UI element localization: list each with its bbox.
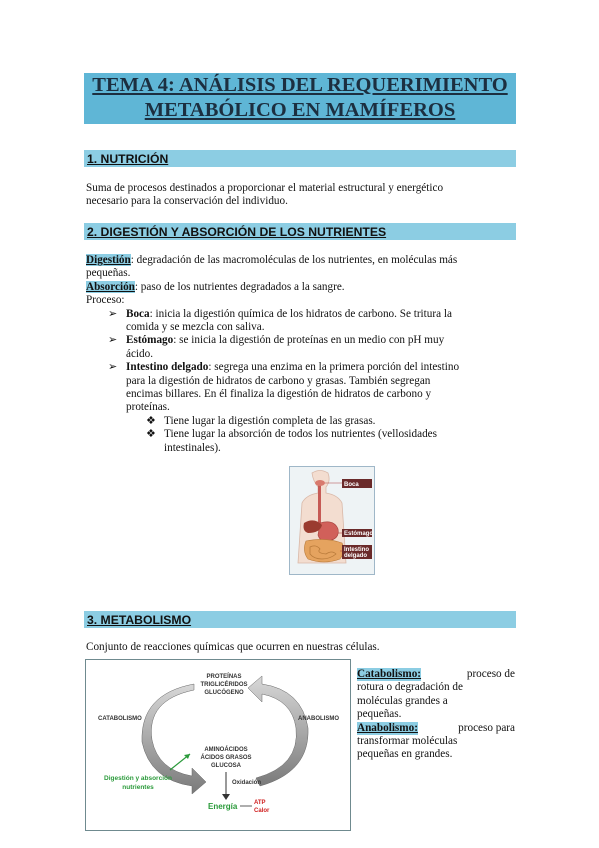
document-title bbox=[84, 73, 516, 124]
nutricion-paragraph bbox=[86, 182, 516, 209]
metabolism-definitions bbox=[357, 668, 515, 762]
label-boca: Boca bbox=[344, 482, 359, 488]
label-glucogeno: GLUCÓGENO bbox=[204, 690, 244, 696]
sub-list bbox=[144, 415, 518, 455]
definition-text: rotura o degradación de bbox=[357, 681, 463, 694]
section-heading-label: 3. METABOLISMO bbox=[87, 613, 192, 627]
section-heading-digestion bbox=[84, 223, 516, 240]
title-line-2: METABÓLICO EN MAMÍFEROS bbox=[144, 99, 456, 121]
text-line: pequeñas. bbox=[357, 708, 402, 721]
item-text: para la digestión de hidratos de carbono y grasas. También segregan bbox=[126, 374, 431, 387]
item-text: : se inicia la digestión de proteínas en un medio con pH muy bbox=[173, 334, 445, 347]
label-catabolismo: CATABOLISMO bbox=[98, 716, 142, 722]
digestive-system-figure bbox=[289, 466, 375, 575]
label-glucosa: GLUCOSA bbox=[211, 763, 241, 769]
text-line bbox=[86, 281, 518, 294]
diamond-bullet-icon: ❖ bbox=[146, 414, 156, 427]
item-term: Boca bbox=[126, 307, 150, 320]
list-item bbox=[144, 415, 518, 428]
label-atp: ATP bbox=[254, 800, 266, 806]
diamond-bullet-icon: ❖ bbox=[146, 428, 156, 441]
list-item bbox=[144, 428, 518, 455]
text-line: necesario para la conservación del individuo. bbox=[86, 195, 288, 208]
section-heading-label: 2. DIGESTIÓN Y ABSORCIÓN DE LOS NUTRIENTES bbox=[87, 225, 387, 239]
item-term: Estómago bbox=[126, 334, 174, 347]
definition-text: : paso de los nutrientes degradados a la sangre. bbox=[134, 280, 345, 293]
title-line-1: TEMA 4: ANÁLISIS DEL REQUERIMIENTO bbox=[92, 74, 508, 96]
label-nutrientes: nutrientes bbox=[122, 784, 154, 791]
definition-text: proceso de bbox=[466, 668, 515, 680]
text-line: transformar moléculas bbox=[357, 735, 458, 748]
metabolism-diagram bbox=[85, 659, 351, 831]
section-heading-nutricion bbox=[84, 150, 516, 167]
term-catabolismo: Catabolismo: bbox=[357, 668, 422, 680]
definition-text: moléculas grandes a bbox=[357, 694, 448, 707]
label-calor: Calor bbox=[254, 808, 270, 814]
section-heading-label: 1. NUTRICIÓN bbox=[87, 152, 169, 166]
term-absorcion: Absorción bbox=[86, 280, 135, 293]
text-line bbox=[357, 681, 515, 694]
item-text: Tiene lugar la digestión completa de las grasas. bbox=[164, 414, 376, 427]
item-text: comida y se mezcla con saliva. bbox=[126, 321, 265, 334]
item-text: encimas billares. En él finaliza la digestión de hidratos de carbono y bbox=[126, 388, 432, 401]
label-aminoacidos: AMINOÁCIDOS bbox=[204, 747, 248, 753]
list-item bbox=[106, 361, 518, 415]
text-line bbox=[357, 695, 515, 708]
metabolismo-intro: Conjunto de reacciones químicas que ocurren en nuestras células. bbox=[86, 641, 380, 653]
text-line: Proceso: bbox=[86, 294, 125, 307]
label-delgado: delgado bbox=[344, 553, 368, 559]
label-intestino: Intestino bbox=[344, 547, 369, 553]
definition-text: proceso para bbox=[458, 721, 515, 734]
label-estomago: Estómago bbox=[344, 531, 374, 537]
item-term: Intestino delgado bbox=[126, 361, 209, 374]
text-line: pequeñas en grandes. bbox=[357, 748, 453, 761]
arrow-bullet-icon: ➢ bbox=[108, 334, 118, 347]
item-text: : inicia la digestión química de los hidratos de carbono. Se tritura la bbox=[149, 307, 452, 320]
item-text: Tiene lugar la absorción de todos los nutrientes (vellosidades bbox=[164, 428, 438, 441]
item-text: proteínas. bbox=[126, 401, 170, 414]
arrow-bullet-icon: ➢ bbox=[108, 361, 118, 374]
item-text: ácido. bbox=[126, 347, 154, 360]
label-acidos-grasos: ÁCIDOS GRASOS bbox=[200, 755, 252, 761]
term-digestion: Digestión bbox=[86, 254, 131, 266]
digestive-system-illustration bbox=[290, 467, 374, 574]
label-oxidacion: Oxidación bbox=[232, 780, 262, 786]
definition-text: : degradación de las macromoléculas de los nutrientes, en moléculas más bbox=[130, 254, 458, 266]
arrow-bullet-icon: ➢ bbox=[108, 307, 118, 320]
text-line: Suma de procesos destinados a proporcionar el material estructural y energético bbox=[86, 182, 444, 194]
section-heading-metabolismo bbox=[84, 611, 516, 628]
item-text: intestinales). bbox=[164, 441, 221, 454]
digestion-paragraph bbox=[86, 254, 518, 455]
label-digestion-absorcion: Digestión y absorción bbox=[104, 775, 172, 782]
term-anabolismo: Anabolismo: bbox=[357, 721, 418, 734]
text-line bbox=[357, 722, 515, 735]
list-item bbox=[106, 308, 518, 335]
text-line bbox=[357, 668, 515, 681]
process-list bbox=[106, 308, 518, 415]
metabolism-cycle-illustration bbox=[86, 660, 350, 830]
text-line: pequeñas. bbox=[86, 267, 131, 280]
label-proteinas: PROTEÍNAS bbox=[206, 674, 242, 680]
label-energia: Energía bbox=[208, 802, 238, 811]
item-text: : segrega una enzima en la primera porción del intestino bbox=[208, 361, 460, 374]
text-line bbox=[86, 254, 518, 267]
label-trigliceridos: TRIGLICÉRIDOS bbox=[200, 682, 248, 688]
label-anabolismo: ANABOLISMO bbox=[298, 716, 339, 722]
list-item bbox=[106, 334, 518, 361]
